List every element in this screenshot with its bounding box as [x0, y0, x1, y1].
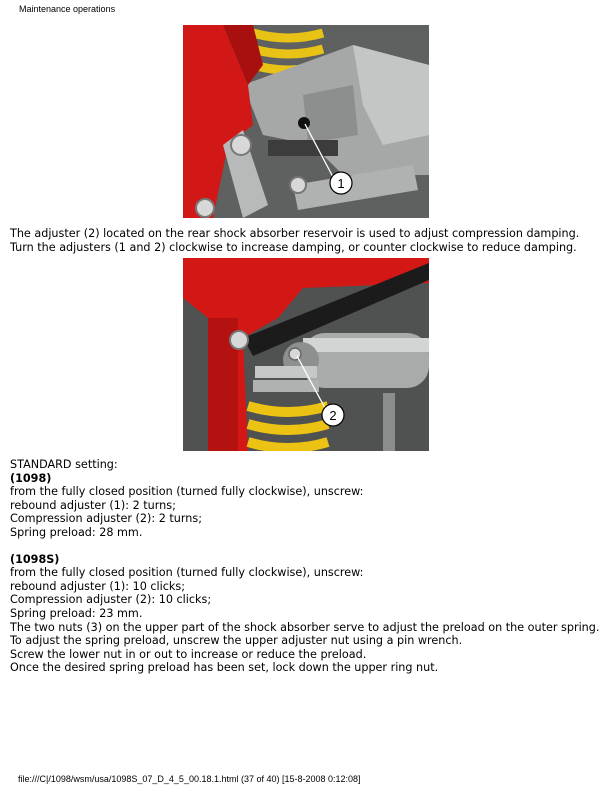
text-line: rebound adjuster (1): 10 clicks;: [10, 579, 185, 593]
standard-settings: [10, 458, 602, 675]
text-line: from the fully closed position (turned fully clockwise), unscrew:: [10, 566, 364, 580]
text-line: Compression adjuster (2): 10 clicks;: [10, 593, 212, 607]
page-header: Maintenance operations: [19, 4, 116, 14]
text-line: The two nuts (3) on the upper part of the shock absorber serve to adjust the preload on the outer spring. To adjust the spring preload, unscrew the upper adjuster nut using a pin wrench.: [10, 620, 600, 648]
page-footer: file:///C|/1098/wsm/usa/1098S_07_D_4_5_00.18.1.html (37 of 40) [15-8-2008 0:12:08]: [18, 774, 361, 784]
rebound-adjuster-photo: [183, 25, 429, 218]
model-1098s-label: (1098S): [10, 552, 60, 566]
text-line: Screw the lower nut in or out to increase or reduce the preload.: [10, 647, 367, 661]
text-line: The adjuster (2) located on the rear shock absorber reservoir is used to adjust compression damping.: [10, 227, 580, 240]
text-line: Once the desired spring preload has been set, lock down the upper ring nut.: [10, 661, 439, 675]
text-line: Spring preload: 23 mm.: [10, 606, 143, 620]
standard-heading: STANDARD setting:: [10, 458, 118, 471]
callout-1-label: 1: [337, 176, 345, 191]
compression-adjuster-photo: [183, 258, 429, 451]
text-line: Spring preload: 28 mm.: [10, 525, 143, 539]
text-line: from the fully closed position (turned fully clockwise), unscrew:: [10, 485, 364, 499]
model-1098-label: (1098): [10, 471, 52, 485]
text-line: Turn the adjusters (1 and 2) clockwise to increase damping, or counter clockwise to reduce damping.: [10, 240, 577, 254]
callout-2-label: 2: [329, 408, 337, 423]
damping-description: [10, 227, 602, 254]
text-line: Compression adjuster (2): 2 turns;: [10, 512, 202, 526]
text-line: rebound adjuster (1): 2 turns;: [10, 498, 176, 512]
